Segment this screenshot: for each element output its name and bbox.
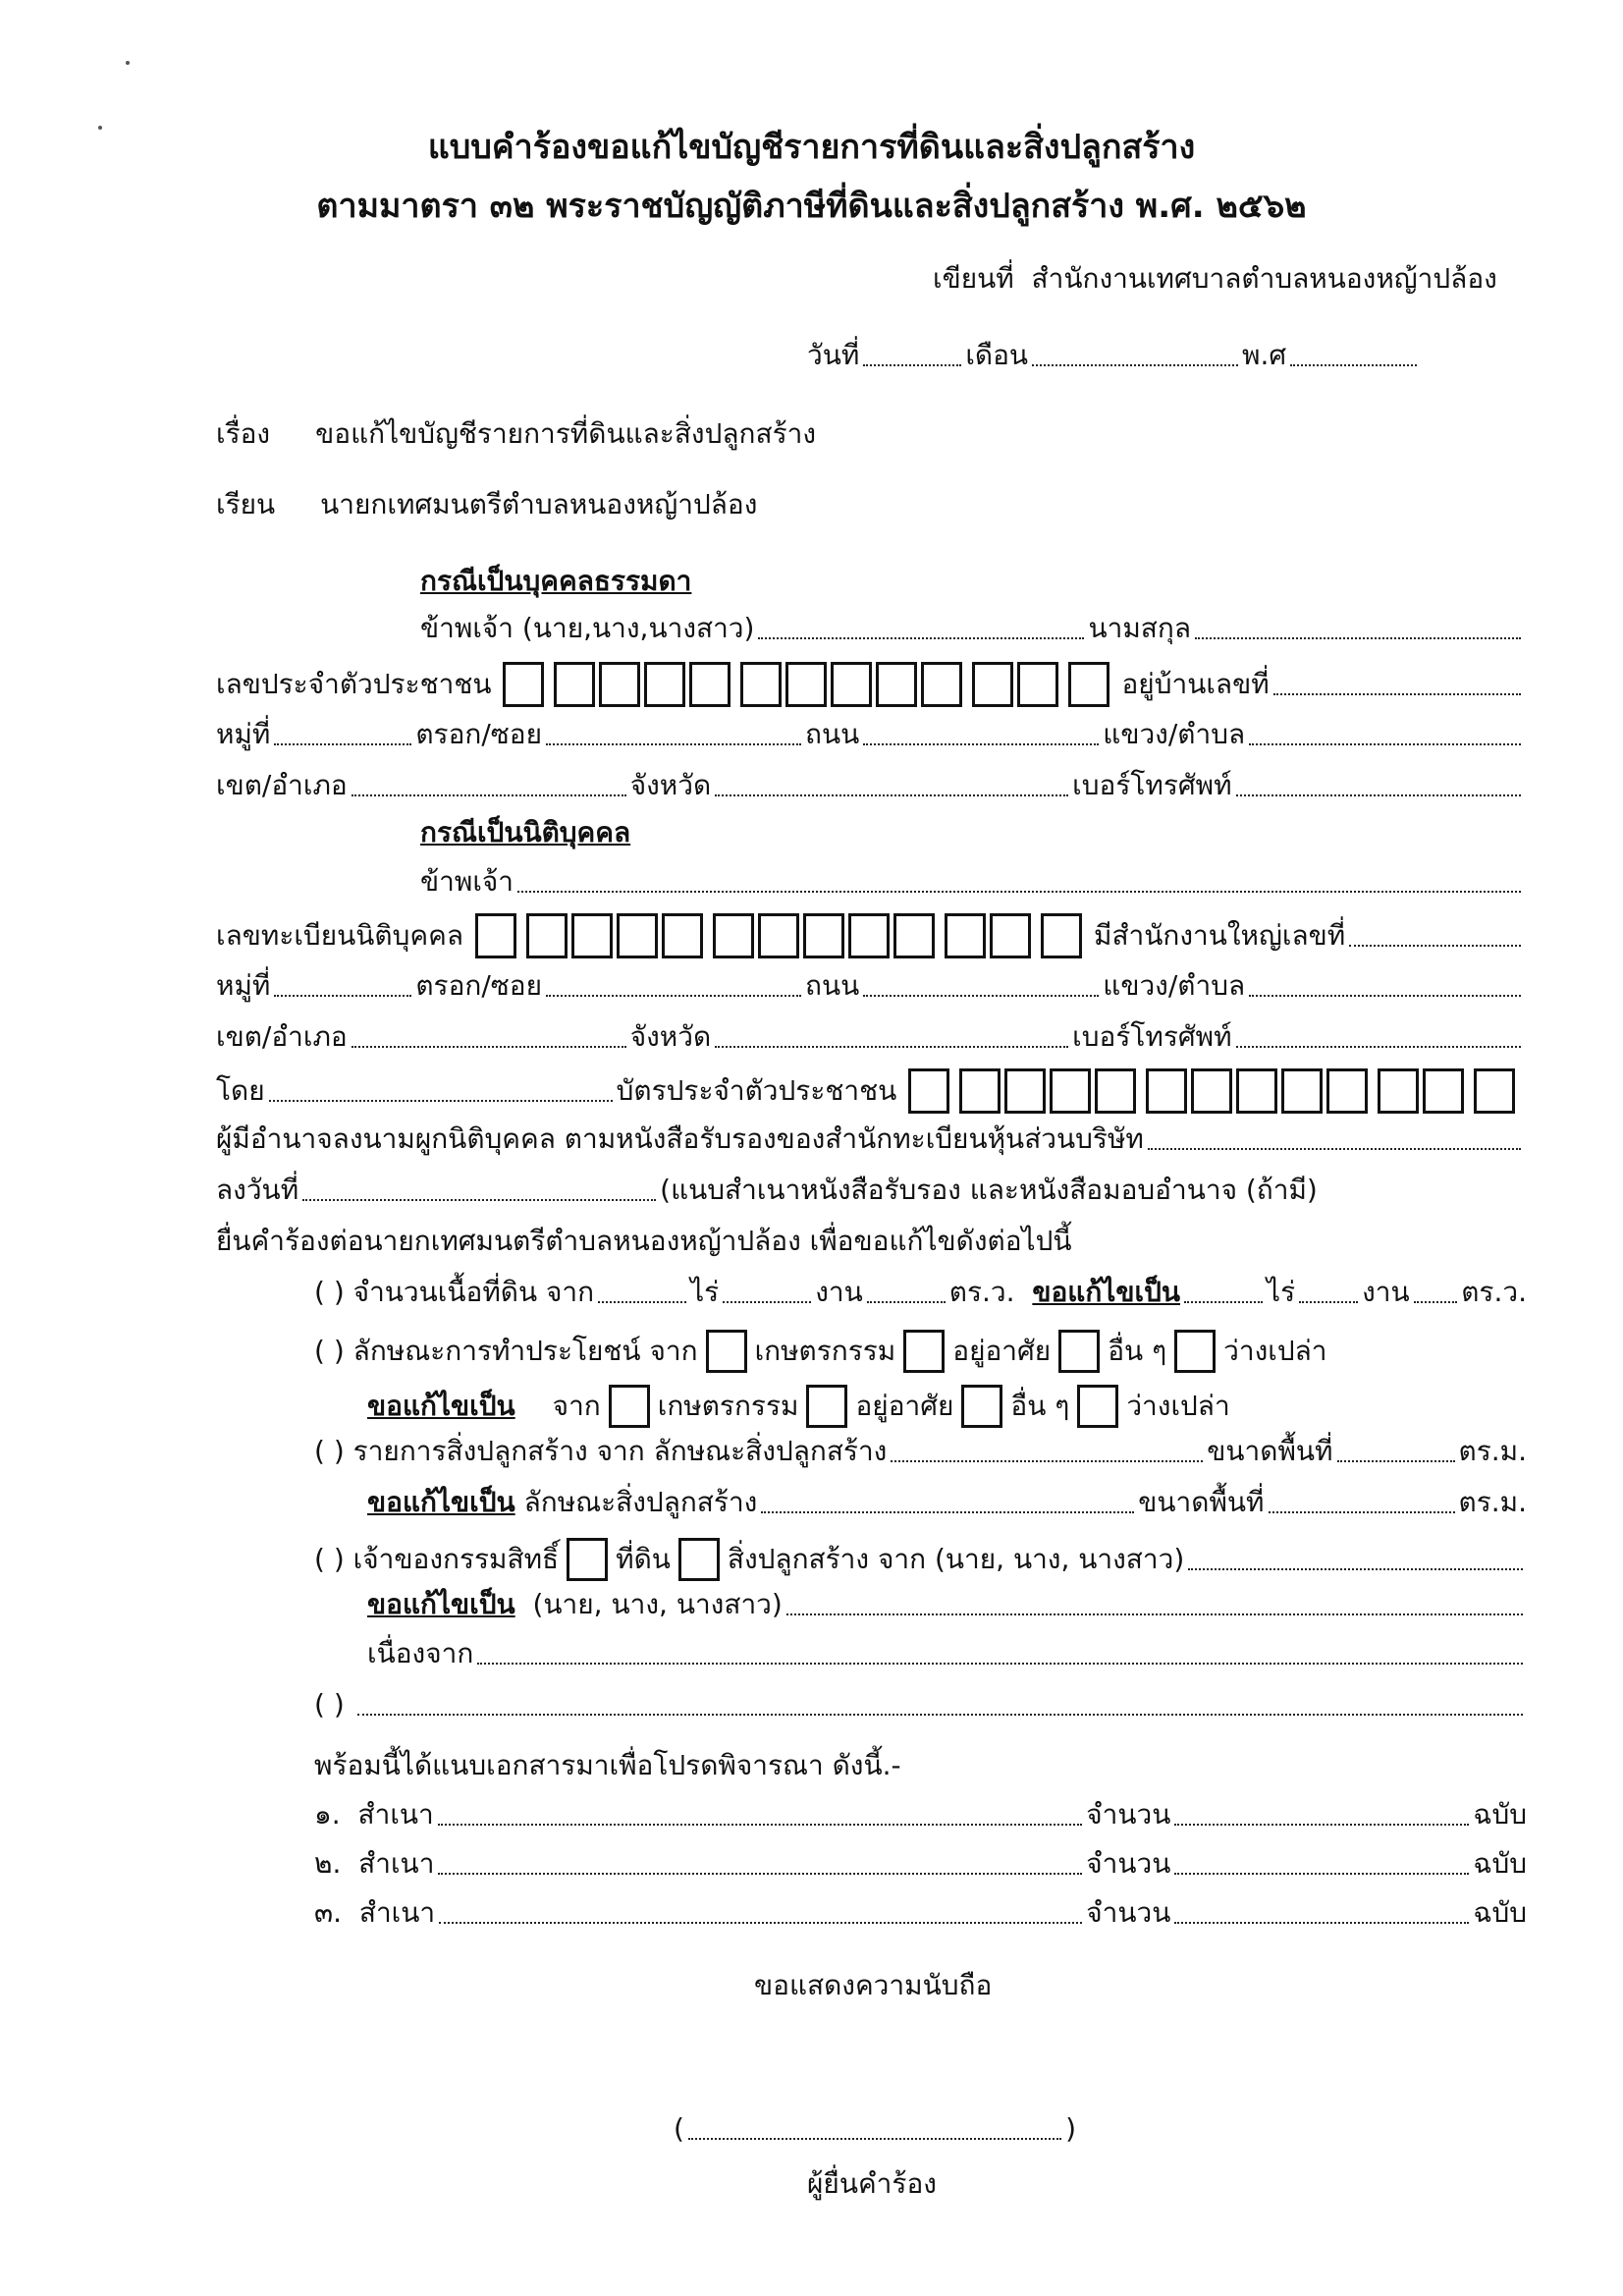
juristic-reg-boxes[interactable] [473, 913, 1084, 958]
juristic-card-boxes[interactable] [906, 1068, 1517, 1114]
date-line: วันที่ เดือน พ.ศ [807, 338, 1421, 373]
juristic-name-field[interactable] [517, 891, 1521, 893]
item-area-check[interactable]: ( ) [314, 1276, 345, 1308]
usage-from-vacant-checkbox[interactable] [1174, 1330, 1216, 1373]
juristic-soi-field[interactable] [546, 995, 801, 997]
attachment-row-1: ๑. สำเนา จำนวน ฉบับ [314, 1798, 1527, 1831]
item-building-to-line: ขอแก้ไขเป็น ลักษณะสิ่งปลูกสร้าง ขนาดพื้นที่ ตร.ม. [367, 1486, 1527, 1518]
person-subdistrict-field[interactable] [1249, 743, 1521, 745]
form-title-line2: ตามมาตรา ๓๒ พระราชบัญญัติภาษีที่ดินและสิ่งปลูกสร้าง พ.ศ. ๒๕๖๒ [316, 187, 1307, 226]
juristic-district-field[interactable] [352, 1046, 626, 1048]
other-field[interactable] [357, 1714, 1523, 1716]
item-other-line [314, 1687, 1527, 1722]
juristic-road-field[interactable] [863, 995, 1099, 997]
person-id-line: เลขประจำตัวประชาชน อยู่บ้านเลขที่ [216, 662, 1525, 707]
usage-from-agri-checkbox[interactable] [706, 1330, 747, 1373]
juristic-date-field[interactable] [302, 1199, 656, 1201]
year-field[interactable] [1290, 364, 1417, 366]
juristic-heading: กรณีเป็นนิติบุคคล [420, 816, 631, 848]
owner-to-field[interactable] [786, 1613, 1523, 1615]
day-field[interactable] [863, 364, 961, 366]
area-rai-from[interactable] [598, 1301, 686, 1303]
person-phone-field[interactable] [1236, 794, 1521, 796]
attachment-1-field[interactable] [438, 1824, 1082, 1826]
person-address-line2: เขต/อำเภอ จังหวัด เบอร์โทรศัพท์ [216, 768, 1525, 803]
owner-building-checkbox[interactable] [678, 1538, 720, 1581]
attachments-intro: พร้อมนี้ได้แนบเอกสารมาเพื่อโปรดพิจารณา ดังนี้.- [314, 1749, 901, 1781]
juristic-reg-line: เลขทะเบียนนิติบุคคล มีสำนักงานใหญ่เลขที่ [216, 913, 1525, 958]
item-area-line: ( ) จำนวนเนื้อที่ดิน จาก ไร่ งาน ตร.ว. ขอแก้ไขเป็น ไร่ งาน ตร.ว. [314, 1276, 1527, 1308]
attachment-3-count[interactable] [1174, 1922, 1469, 1924]
item-usage-line: ( ) ลักษณะการทำประโยชน์ จาก เกษตรกรรม อยู่อาศัย อื่น ๆ ว่างเปล่า [314, 1330, 1326, 1373]
usage-to-vacant-checkbox[interactable] [1077, 1385, 1118, 1428]
person-road-field[interactable] [863, 743, 1099, 745]
item-usage-to-line: ขอแก้ไขเป็น จาก เกษตรกรรม อยู่อาศัย อื่น ๆ ว่างเปล่า [367, 1385, 1230, 1428]
person-province-field[interactable] [715, 794, 1068, 796]
person-district-field[interactable] [352, 794, 626, 796]
juristic-subdistrict-field[interactable] [1249, 995, 1521, 997]
because-field[interactable] [477, 1663, 1523, 1665]
attachment-2-count[interactable] [1174, 1873, 1469, 1875]
area-ngan-to[interactable] [1299, 1301, 1358, 1303]
item-usage-check[interactable]: ( ) [314, 1335, 345, 1367]
building-size-from[interactable] [1337, 1460, 1455, 1462]
closing-text: ขอแสดงความนับถือ [754, 1969, 993, 2001]
request-text: ยื่นคำร้องต่อนายกเทศมนตรีตำบลหนองหญ้าปล้อง เพื่อขอแก้ไขดังต่อไปนี้ [216, 1225, 1072, 1257]
item-other-check[interactable]: ( ) [314, 1688, 345, 1721]
scan-speck [126, 61, 130, 65]
building-type-to[interactable] [761, 1511, 1134, 1513]
juristic-by-field[interactable] [269, 1100, 613, 1102]
person-name-field[interactable] [758, 637, 1084, 639]
usage-to-agri-checkbox[interactable] [609, 1385, 650, 1428]
juristic-province-field[interactable] [715, 1046, 1068, 1048]
person-address-line1: หมู่ที่ ตรอก/ซอย ถนน แขวง/ตำบล [216, 717, 1525, 752]
form-title-line1: แบบคำร้องขอแก้ไขบัญชีรายการที่ดินและสิ่งปลูกสร้าง [427, 128, 1196, 167]
juristic-authority-field[interactable] [1148, 1148, 1521, 1150]
to-line: เรียน นายกเทศมนตรีตำบลหนองหญ้าปล้อง [216, 488, 758, 520]
juristic-name-line: ข้าพเจ้า [420, 864, 1525, 900]
signature-line: ( ) [674, 2112, 1076, 2145]
juristic-date-line: ลงวันที่ (แนบสำเนาหนังสือรับรอง และหนังสือมอบอำนาจ (ถ้ามี) [216, 1174, 1318, 1206]
usage-from-other-checkbox[interactable] [1058, 1330, 1100, 1373]
juristic-by-line: โดย บัตรประจำตัวประชาชน [216, 1068, 1532, 1114]
attachment-row-3: ๓. สำเนา จำนวน ฉบับ [314, 1896, 1527, 1929]
person-moo-field[interactable] [274, 743, 411, 745]
usage-from-residence-checkbox[interactable] [903, 1330, 945, 1373]
owner-from-field[interactable] [1188, 1568, 1523, 1570]
juristic-address-line2: เขต/อำเภอ จังหวัด เบอร์โทรศัพท์ [216, 1019, 1525, 1055]
person-id-boxes[interactable] [501, 662, 1111, 707]
area-rai-to[interactable] [1184, 1301, 1263, 1303]
juristic-office-field[interactable] [1349, 945, 1521, 947]
attachment-2-field[interactable] [438, 1873, 1082, 1875]
person-heading: กรณีเป็นบุคคลธรรมดา [420, 565, 692, 597]
item-because-line: เนื่องจาก [367, 1636, 1527, 1671]
person-soi-field[interactable] [546, 743, 801, 745]
area-ngan-from[interactable] [723, 1301, 811, 1303]
signature-role: ผู้ยื่นคำร้อง [807, 2167, 937, 2200]
subject-line: เรื่อง ขอแก้ไขบัญชีรายการที่ดินและสิ่งปลูกสร้าง [216, 417, 817, 450]
person-surname-field[interactable] [1195, 637, 1521, 639]
area-sqwa-from[interactable] [867, 1301, 946, 1303]
attachment-row-2: ๒. สำเนา จำนวน ฉบับ [314, 1847, 1527, 1880]
juristic-phone-field[interactable] [1236, 1046, 1521, 1048]
juristic-authority-line: ผู้มีอำนาจลงนามผูกนิติบุคคล ตามหนังสือรับรองของสำนักทะเบียนหุ้นส่วนบริษัท [216, 1121, 1525, 1157]
item-owner-check[interactable]: ( ) [314, 1543, 345, 1575]
signature-name-field[interactable] [688, 2138, 1061, 2140]
usage-to-residence-checkbox[interactable] [806, 1385, 847, 1428]
written-at: เขียนที่ สำนักงานเทศบาลตำบลหนองหญ้าปล้อง [933, 262, 1497, 295]
person-name-line: ข้าพเจ้า (นาย,นาง,นางสาว) นามสกุล [420, 611, 1525, 646]
month-field[interactable] [1032, 364, 1238, 366]
item-building-line: ( ) รายการสิ่งปลูกสร้าง จาก ลักษณะสิ่งปลูกสร้าง ขนาดพื้นที่ ตร.ม. [314, 1435, 1527, 1467]
building-size-to[interactable] [1269, 1511, 1455, 1513]
building-type-from[interactable] [891, 1460, 1203, 1462]
person-house-field[interactable] [1273, 693, 1521, 695]
owner-land-checkbox[interactable] [567, 1538, 608, 1581]
juristic-address-line1: หมู่ที่ ตรอก/ซอย ถนน แขวง/ตำบล [216, 968, 1525, 1004]
item-owner-to-line: ขอแก้ไขเป็น (นาย, นาง, นางสาว) [367, 1587, 1527, 1622]
juristic-moo-field[interactable] [274, 995, 411, 997]
attachment-1-count[interactable] [1174, 1824, 1469, 1826]
usage-to-other-checkbox[interactable] [961, 1385, 1002, 1428]
item-building-check[interactable]: ( ) [314, 1435, 345, 1467]
area-sqwa-to[interactable] [1414, 1301, 1458, 1303]
item-owner-line: ( ) เจ้าของกรรมสิทธิ์ ที่ดิน สิ่งปลูกสร้าง จาก (นาย, นาง, นางสาว) [314, 1538, 1527, 1581]
attachment-3-field[interactable] [439, 1922, 1082, 1924]
